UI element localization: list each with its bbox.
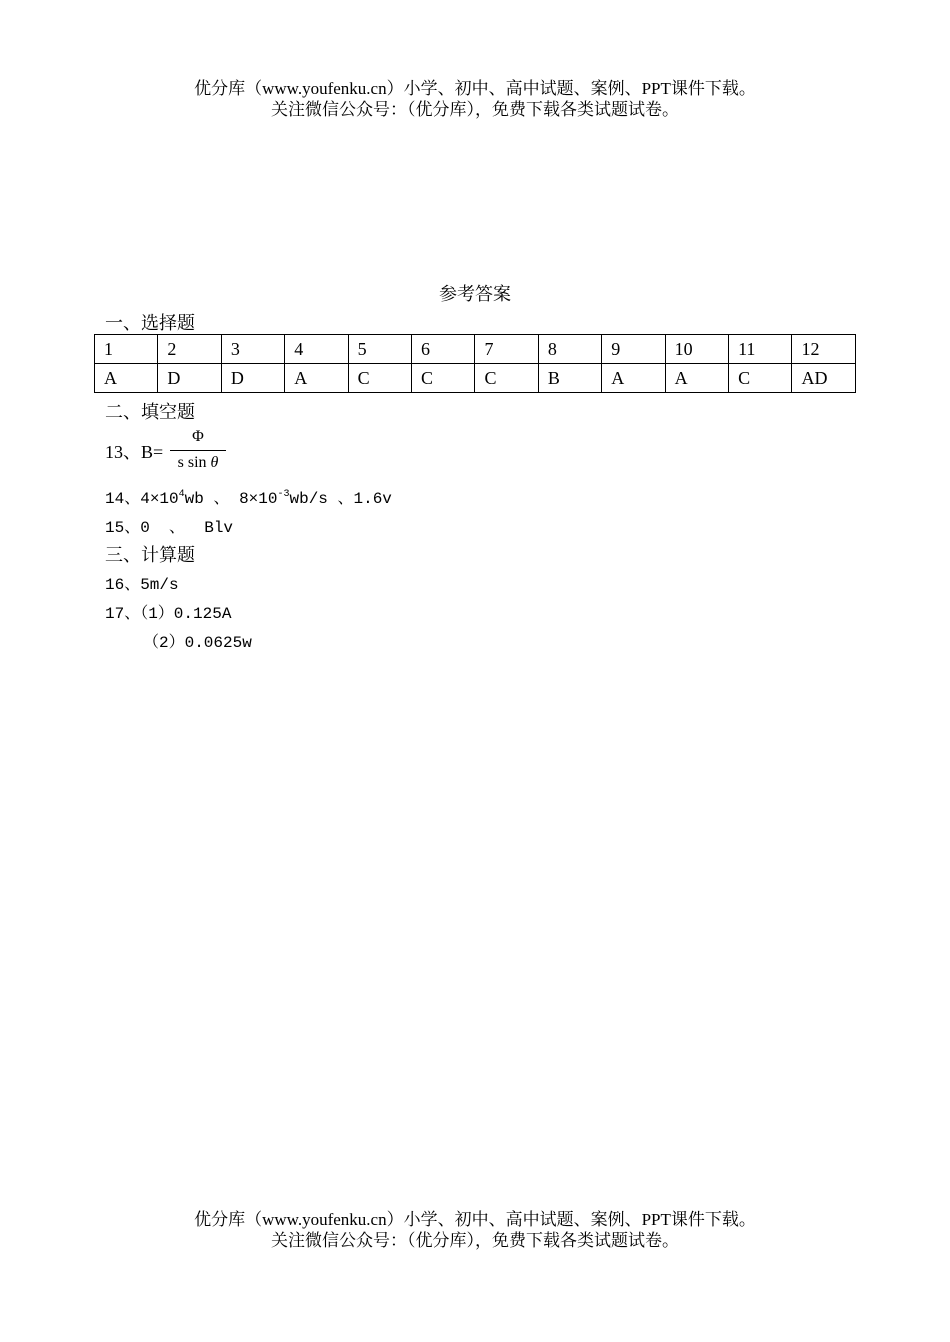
answer-table-number-row (95, 335, 856, 364)
answer-cell: A (285, 364, 348, 393)
q14-part2-exponent: -3 (277, 489, 290, 500)
answer-cell: C (729, 364, 792, 393)
question-number-cell: 1 (95, 335, 158, 364)
q14-part1-base: 4×10 (140, 490, 179, 508)
answer-table (94, 334, 856, 393)
answer-cell: D (158, 364, 221, 393)
header-line-1: 优分库（www.youfenku.cn）小学、初中、高中试题、案例、PPT课件下载。 (194, 79, 756, 98)
answer-cell: C (475, 364, 538, 393)
page-header (0, 78, 950, 120)
q15-line: 15、0 、 Blv (105, 519, 234, 537)
q13-label: 13、B= (105, 442, 164, 462)
question-number-cell: 6 (412, 335, 475, 364)
q13-numerator: Φ (192, 428, 204, 445)
question-number-cell: 10 (665, 335, 728, 364)
fraction-bar (170, 450, 226, 451)
answer-cell: A (665, 364, 728, 393)
question-number-cell: 3 (221, 335, 284, 364)
page-footer (0, 1209, 950, 1251)
question-number-cell: 5 (348, 335, 411, 364)
question-number-cell: 7 (475, 335, 538, 364)
q14-label: 14、 (105, 490, 141, 508)
question-number-cell: 2 (158, 335, 221, 364)
page-title: 参考答案 (439, 284, 511, 304)
question-number-cell: 8 (538, 335, 601, 364)
section-heading-choice: 一、选择题 (105, 313, 195, 333)
section-heading-calc: 三、计算题 (105, 545, 195, 565)
q17-line-1: 17、（1）0.125A (105, 605, 232, 623)
answer-cell: D (221, 364, 284, 393)
q17-line-2: （2）0.0625w (143, 634, 252, 652)
q14-line (105, 485, 392, 508)
answer-cell: A (602, 364, 665, 393)
q14-part2-unit: wb/s 、1.6v (289, 490, 392, 508)
answer-table-answer-row (95, 364, 856, 393)
header-line-2: 关注微信公众号：（优分库），免费下载各类试题试卷。 (271, 100, 679, 119)
footer-line-2: 关注微信公众号：（优分库），免费下载各类试题试卷。 (271, 1231, 679, 1250)
question-number-cell: 9 (602, 335, 665, 364)
answer-cell: A (95, 364, 158, 393)
answer-cell: C (412, 364, 475, 393)
section-heading-fill: 二、填空题 (105, 402, 195, 422)
answer-cell: AD (792, 364, 856, 393)
answer-cell: C (348, 364, 411, 393)
q13-fraction (170, 426, 226, 473)
question-number-cell: 4 (285, 335, 348, 364)
answer-cell: B (538, 364, 601, 393)
footer-line-1: 优分库（www.youfenku.cn）小学、初中、高中试题、案例、PPT课件下载。 (194, 1210, 756, 1229)
theta-symbol: θ (210, 454, 219, 471)
q14-part1-unit: wb 、 (184, 490, 240, 508)
q14-part1-exponent: 4 (178, 489, 185, 500)
question-number-cell: 11 (729, 335, 792, 364)
q13-denominator (170, 453, 226, 473)
question-number-cell: 12 (792, 335, 856, 364)
q16-line: 16、5m/s (105, 576, 179, 594)
q13-denominator-text: s sin (177, 454, 211, 471)
q14-part2-base: 8×10 (239, 490, 278, 508)
